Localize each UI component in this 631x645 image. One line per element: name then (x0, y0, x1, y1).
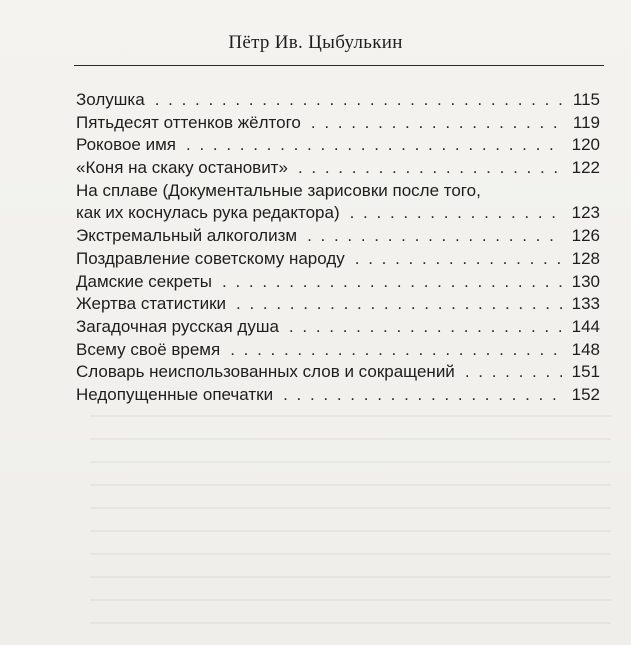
dot-leader (155, 89, 562, 112)
dot-leader (186, 134, 562, 157)
toc-entry (76, 134, 600, 157)
dot-leader (465, 361, 562, 384)
toc-entry-title: Всему своё время (76, 339, 221, 359)
bleed-through-line (90, 599, 611, 601)
dot-leader (222, 271, 562, 294)
toc-entry-title: Загадочная русская душа (76, 316, 279, 336)
toc-entry (76, 361, 600, 384)
toc-entry-page: 123 (571, 203, 600, 223)
toc-entry (76, 384, 600, 407)
toc-entry-title: Роковое имя (76, 135, 176, 155)
header-rule (74, 65, 604, 66)
bleed-through-line (90, 484, 611, 486)
toc-entry-page: 126 (571, 226, 600, 246)
toc-entry-title: Дамские секреты (76, 271, 213, 291)
toc-entry-page: 151 (571, 362, 600, 382)
toc-entry (76, 157, 600, 180)
toc-entry-page: 115 (572, 90, 600, 109)
toc-entry-title: «Коня на скаку остановит» (76, 158, 288, 178)
dot-leader (230, 339, 562, 362)
toc-entry-page: 148 (571, 339, 600, 359)
dot-leader (298, 157, 562, 180)
bleed-through-line (90, 438, 611, 440)
toc-entry-page: 120 (571, 135, 600, 155)
toc-entry-title: как их коснулась рука редактора) (76, 203, 340, 223)
dot-leader (355, 248, 562, 271)
toc-entry-page: 152 (571, 384, 600, 404)
toc-entry-title-line1: На сплаве (Документальные зарисовки после того, (76, 180, 481, 200)
toc-entry-title: Словарь неиспользованных слов и сокращений (76, 362, 455, 382)
toc-entry-title: Недопущенные опечатки (76, 384, 274, 404)
bleed-through-line (90, 530, 611, 532)
toc-entry-page: 133 (571, 294, 600, 314)
toc-entry (76, 112, 600, 135)
bleed-through-line (90, 553, 611, 555)
bleed-through-line (90, 622, 611, 624)
toc-entry (76, 202, 600, 225)
dot-leader (307, 225, 562, 248)
bleed-through-line (90, 576, 611, 578)
toc-entry (76, 316, 600, 339)
toc-entry-title: Поздравление советскому народу (76, 248, 345, 268)
toc-entry (76, 248, 600, 271)
toc-entry-page: 144 (571, 316, 600, 336)
dot-leader (283, 384, 562, 407)
bleed-through-line (90, 461, 611, 463)
toc-entry-page: 130 (571, 271, 600, 291)
toc-entry-page: 128 (571, 248, 600, 268)
toc-entry (76, 293, 600, 316)
toc-entry (76, 339, 600, 362)
bleed-through-line (90, 507, 611, 509)
toc-entry-page: 119 (572, 112, 600, 132)
toc-entry-title: Золушка (76, 90, 145, 109)
bleed-through-line (90, 415, 611, 417)
dot-leader (311, 112, 562, 135)
running-header-author: Пётр Ив. Цыбулькин (228, 32, 403, 53)
table-of-contents (76, 89, 600, 407)
dot-leader (289, 316, 562, 339)
toc-entry-title: Экстремальный алкоголизм (76, 226, 298, 246)
dot-leader (350, 202, 562, 225)
toc-entry-title: Пятьдесят оттенков жёлтого (76, 112, 301, 132)
toc-entry (76, 225, 600, 248)
toc-entry (76, 89, 600, 112)
dot-leader (236, 293, 562, 316)
toc-entry-page: 122 (571, 158, 600, 178)
toc-entry-title: Жертва статистики (76, 294, 227, 314)
toc-entry (76, 271, 600, 294)
